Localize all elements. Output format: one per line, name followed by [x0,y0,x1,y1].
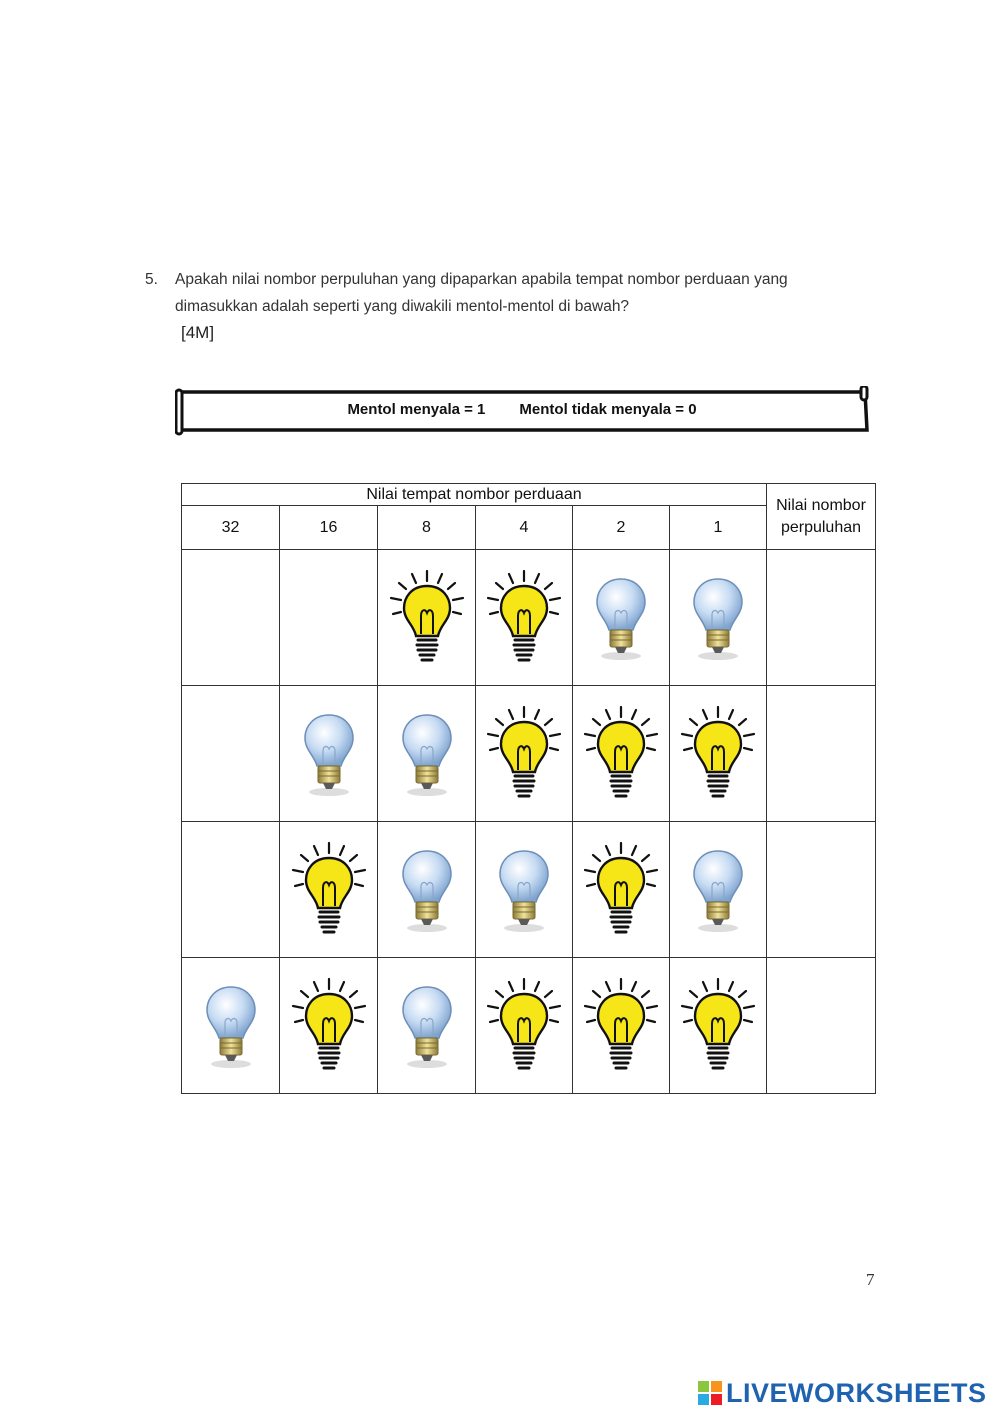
place-value-16: 16 [280,506,378,550]
bulb-cell [378,822,476,958]
question [145,266,865,346]
legend-off: Mentol tidak menyala = 0 [519,400,697,418]
table-row [182,550,876,686]
decimal-answer-cell[interactable] [767,550,876,686]
decimal-answer-cell[interactable] [767,958,876,1094]
bulb-off-icon [591,573,651,663]
bulb-cell [280,958,378,1094]
bulb-cell [573,958,670,1094]
bulb-cell [378,686,476,822]
bulb-off-icon [397,845,457,935]
bulb-cell [573,550,670,686]
bulb-cell [476,822,573,958]
bulb-on-icon [385,568,469,668]
bulb-cell [182,550,280,686]
bulb-cell [476,686,573,822]
bulb-cell [280,686,378,822]
group-header: Nilai tempat nombor perduaan [182,484,767,506]
bulb-on-icon [287,976,371,1076]
bulb-cell [182,958,280,1094]
bulb-off-icon [494,845,554,935]
bulb-on-icon [676,704,760,804]
page-number: 7 [866,1270,875,1289]
bulb-off-icon [201,981,261,1071]
bulb-cell [573,822,670,958]
bulb-cell [378,958,476,1094]
table-row [182,686,876,822]
bulb-cell [280,550,378,686]
place-value-2: 2 [573,506,670,550]
decimal-answer-cell[interactable] [767,686,876,822]
bulb-on-icon [287,840,371,940]
table-row [182,958,876,1094]
bulb-cell [182,822,280,958]
bulb-cell [280,822,378,958]
bulb-on-icon [579,840,663,940]
bulb-cell [182,686,280,822]
question-marks: [4M] [181,323,215,342]
bulb-cell [476,958,573,1094]
bulb-off-icon [299,709,359,799]
place-value-1: 1 [670,506,767,550]
bulb-on-icon [482,976,566,1076]
bulb-off-icon [397,981,457,1071]
bulb-cell [476,550,573,686]
place-value-8: 8 [378,506,476,550]
binary-table [181,483,876,1094]
bulb-cell [573,686,670,822]
question-number: 5. [145,271,158,288]
bulb-on-icon [482,568,566,668]
brand-blocks-icon [698,1381,722,1405]
legend-on: Mentol menyala = 1 [347,400,486,418]
brand-logo [698,1378,987,1408]
bulb-on-icon [482,704,566,804]
place-value-32: 32 [182,506,280,550]
bulb-on-icon [579,704,663,804]
question-text: Apakah nilai nombor perpuluhan yang dipaparkan apabila tempat nombor perduaan yang dimasukkan adalah seperti yang diwakili mentol-mentol di bawah? [175,271,788,315]
bulb-cell [670,822,767,958]
bulb-cell [670,686,767,822]
brand-name: LIVEWORKSHEETS [726,1377,987,1408]
bulb-on-icon [579,976,663,1076]
table-row [182,822,876,958]
bulb-cell [670,550,767,686]
place-value-4: 4 [476,506,573,550]
decimal-answer-cell[interactable] [767,822,876,958]
bulb-cell [378,550,476,686]
bulb-on-icon [676,976,760,1076]
bulb-cell [670,958,767,1094]
legend-banner [175,386,869,432]
bulb-off-icon [397,709,457,799]
bulb-off-icon [688,573,748,663]
bulb-off-icon [688,845,748,935]
decimal-header: Nilai nombor perpuluhan [767,484,876,550]
